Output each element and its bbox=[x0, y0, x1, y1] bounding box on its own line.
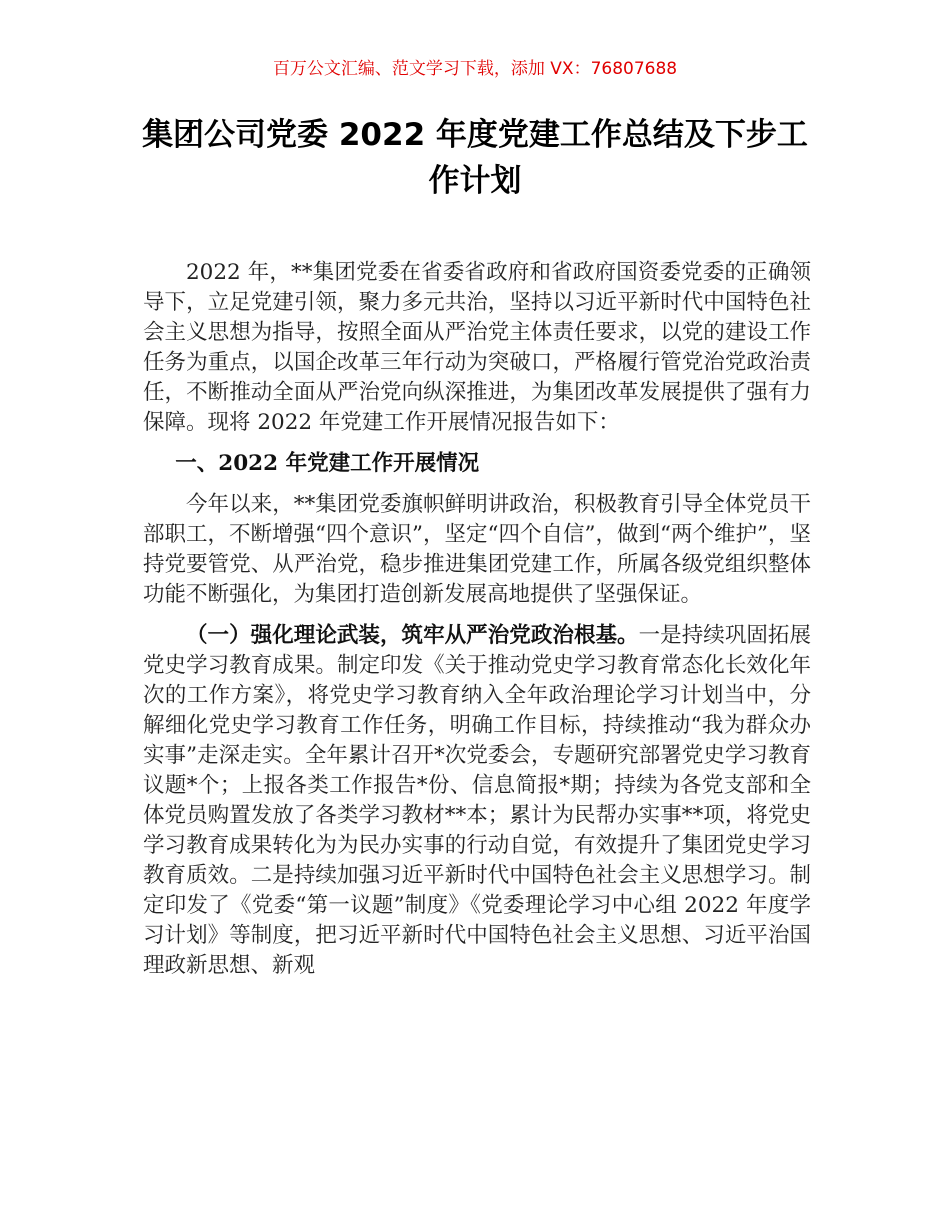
subsection-body: 一是持续巩固拓展党史学习教育成果。制定印发《关于推动党史学习教育常态化长效化年次的工作方案》，将党史学习教育纳入全年政治理论学习计划当中，分解细化党史学习教育工作任务，明确工作目标，持续推动“我为群众办实事”走深走实。全年累计召开*次党委会，专题研究部署党史学习教育议题*个；上报各类工作报告*份、信息简报*期；持续为各党支部和全体党员购置发放了各类学习教材**本；累计为民帮办实事**项，将党史学习教育成果转化为为民办实事的行动自觉，有效提升了集团党史学习教育质效。二是持续加强习近平新时代中国特色社会主义思想学习。制定印发了《党委“第一议题”制度》《党委理论学习中心组 2022 年度学习计划》等制度，把习近平新时代中国特色社会主义思想、习近平治国理政新思想、新观 bbox=[143, 623, 811, 978]
document-title: 集团公司党委 2022 年度党建工作总结及下步工作计划 bbox=[142, 117, 808, 199]
subsection-heading: （一）强化理论武装，筑牢从严治党政治根基。 bbox=[186, 623, 639, 648]
section-intro-paragraph: 今年以来，**集团党委旗帜鲜明讲政治，积极教育引导全体党员干部职工，不断增强“四个意识”，坚定“四个自信”，做到“两个维护”，坚持党要管党、从严治党，稳步推进集团党建工作，所属各级党组织整体功能不断强化，为集团打造创新发展高地提供了坚强保证。 bbox=[143, 492, 811, 607]
document-body bbox=[143, 258, 811, 992]
subsection-paragraph bbox=[143, 621, 811, 981]
promo-banner: 百万公文汇编、范文学习下载，添加 VX：76807688 bbox=[272, 59, 678, 79]
intro-paragraph: 2022 年，**集团党委在省委省政府和省政府国资委党委的正确领导下，立足党建引领，聚力多元共治，坚持以习近平新时代中国特色社会主义思想为指导，按照全面从严治党主体责任要求，以党的建设工作任务为重点，以国企改革三年行动为突破口，严格履行管党治党政治责任，不断推动全面从严治党向纵深推进，为集团改革发展提供了强有力保障。现将 2022 年党建工作开展情况报告如下： bbox=[143, 260, 811, 435]
section-heading: 一、2022 年党建工作开展情况 bbox=[175, 451, 480, 476]
